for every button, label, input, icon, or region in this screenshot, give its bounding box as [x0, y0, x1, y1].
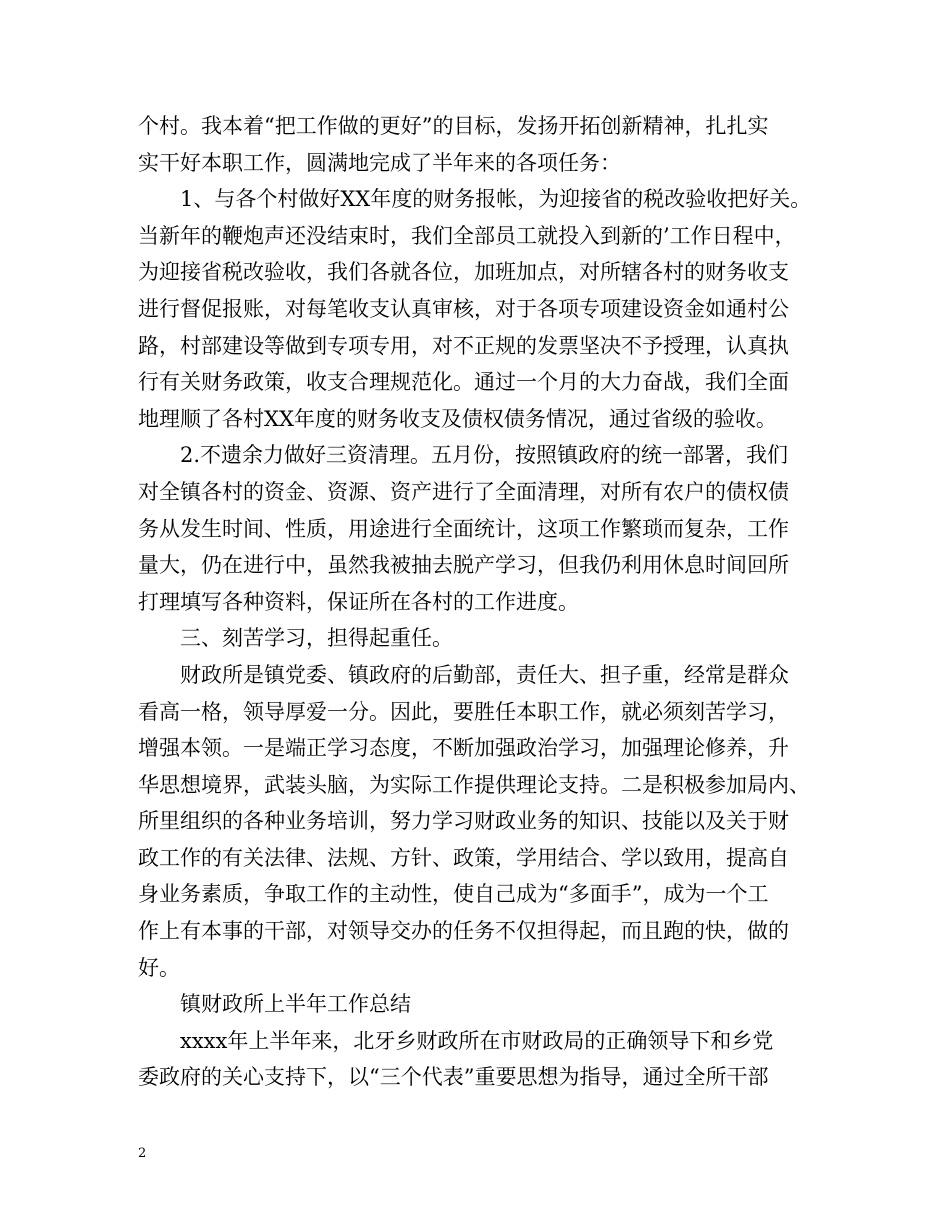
text-line: 量大，仍在进行中，虽然我被抽去脱产学习，但我仍利用休息时间回所	[138, 553, 789, 578]
text-line: 行有关财务政策，收支合理规范化。通过一个月的大力奋战，我们全面	[138, 370, 789, 395]
text-line: 三、刻苦学习，担得起重任。	[180, 626, 453, 651]
text-line: 打理填写各种资料，保证所在各村的工作进度。	[138, 589, 579, 614]
text-line: 路，村部建设等做到专项专用，对不正规的发票坚决不予授理，认真执	[138, 333, 789, 358]
text-line: 华思想境界，武装头脑，为实际工作提供理论支持。二是积极参加局内、	[138, 772, 810, 797]
text-line: 政工作的有关法律、法规、方针、政策，学用结合、学以致用，提高自	[138, 845, 789, 870]
text-line: 身业务素质，争取工作的主动性，使自己成为“多面手”，成为一个工	[138, 882, 769, 907]
text-line: 增强本领。一是端正学习态度，不断加强政治学习，加强理论修养，升	[138, 736, 789, 761]
text-line: 作上有本事的干部，对领导交办的任务不仅担得起，而且跑的快，做的	[138, 919, 789, 944]
text-line: 好。	[138, 955, 180, 980]
text-line: 委政府的关心支持下，以“三个代表”重要思想为指导，通过全所干部	[138, 1065, 769, 1090]
text-line: xxxx年上半年来，北牙乡财政所在市财政局的正确领导下和乡党	[180, 1028, 774, 1053]
text-line: 对全镇各村的资金、资源、资产进行了全面清理，对所有农户的债权债	[138, 479, 789, 504]
text-line: 个村。我本着“把工作做的更好”的目标，发扬开拓创新精神，扎扎实	[138, 114, 769, 138]
text-line: 为迎接省税改验收，我们各就各位，加班加点，对所辖各村的财务收支	[138, 260, 789, 285]
text-line: 2.不遗余力做好三资清理。五月份，按照镇政府的统一部署，我们	[180, 443, 789, 468]
text-line: 务从发生时间、性质，用途进行全面统计，这项工作繁琐而复杂，工作	[138, 516, 789, 541]
text-line: 进行督促报账，对每笔收支认真审核，对于各项专项建设资金如通村公	[138, 296, 789, 321]
text-line: 实干好本职工作，圆满地完成了半年来的各项任务：	[138, 150, 621, 175]
text-line: 镇财政所上半年工作总结	[180, 992, 411, 1017]
text-line: 1、与各个村做好XX年度的财务报帐，为迎接省的税改验收把好关。	[180, 187, 812, 212]
text-line: 财政所是镇党委、镇政府的后勤部，责任大、担子重，经常是群众	[180, 662, 789, 687]
document-body	[138, 108, 818, 1096]
text-line: 当新年的鞭炮声还没结束时，我们全部员工就投入到新的’工作日程中，	[138, 223, 796, 248]
text-line: 所里组织的各种业务培训，努力学习财政业务的知识、技能以及关于财	[138, 809, 789, 834]
page-number: 2	[138, 1146, 147, 1161]
text-line: 地理顺了各村XX年度的财务收支及债权债务情况，通过省级的验收。	[138, 406, 777, 431]
text-line: 看高一格，领导厚爱一分。因此，要胜任本职工作，就必须刻苦学习，	[138, 699, 789, 724]
